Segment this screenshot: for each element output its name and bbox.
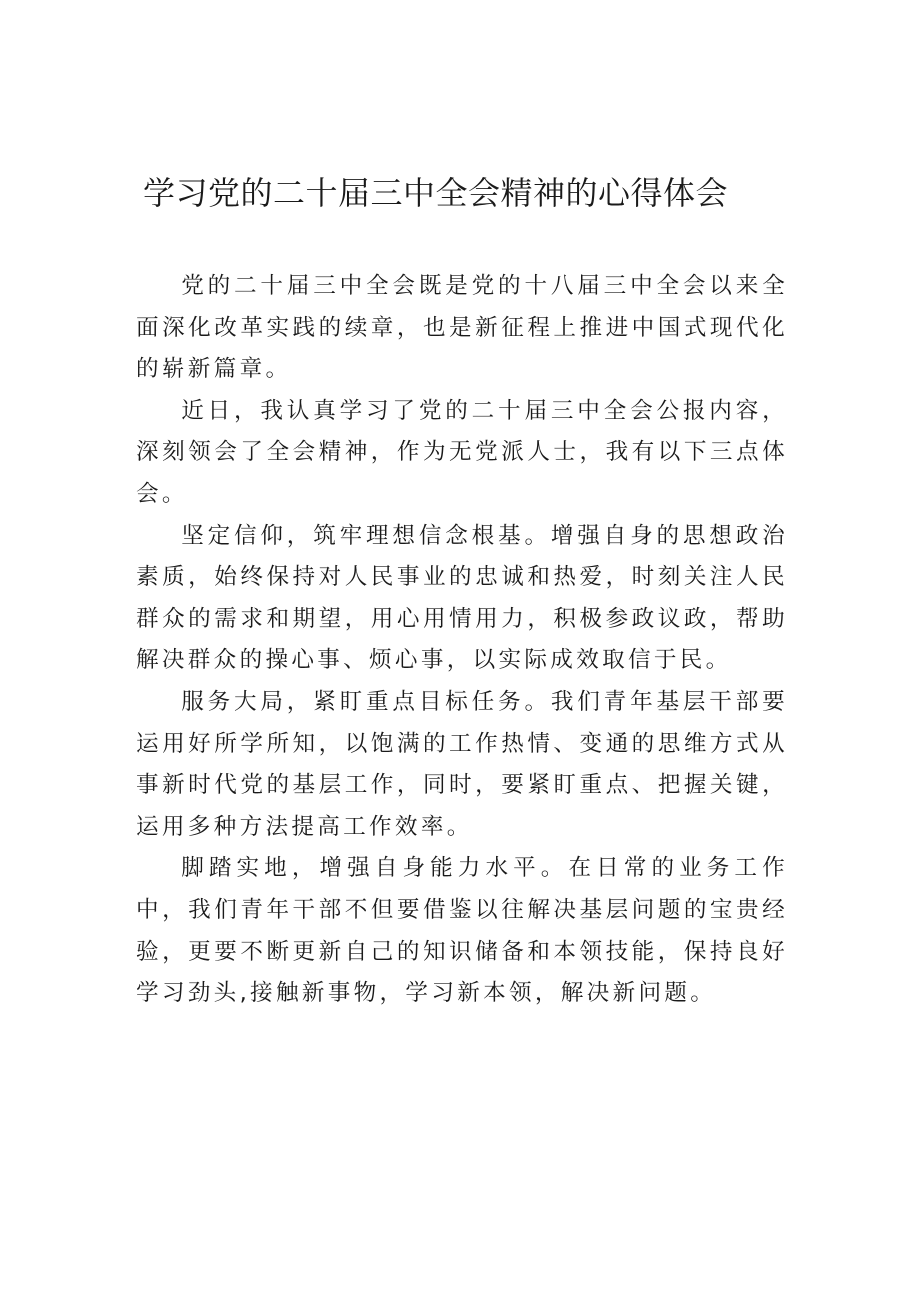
document-title: 学习党的二十届三中全会精神的心得体会 [143, 174, 729, 212]
paragraph-ability: 脚踏实地，增强自身能力水平。在日常的业务工作中，我们青年干部不但要借鉴以往解决基层问题的宝贵经验，更要不断更新自己的知识储备和本领技能，保持良好学习劲头,接触新事物，学习新本领，解决新问题。 [136, 855, 788, 1007]
paragraph-belief: 坚定信仰，筑牢理想信念根基。增强自身的思想政治素质，始终保持对人民事业的忠诚和热爱，时刻关注人民群众的需求和期望，用心用情用力，积极参政议政，帮助解决群众的操心事、烦心事，以实际成效取信于民。 [136, 522, 788, 674]
document-body [136, 266, 788, 1015]
paragraph-study: 近日，我认真学习了党的二十届三中全会公报内容，深刻领会了全会精神，作为无党派人士，我有以下三点体会。 [136, 397, 788, 507]
paragraph-service: 服务大局，紧盯重点目标任务。我们青年基层干部要运用好所学所知，以饱满的工作热情、变通的思维方式从事新时代党的基层工作，同时，要紧盯重点、把握关键，运用多种方法提高工作效率。 [136, 688, 788, 840]
paragraph-intro: 党的二十届三中全会既是党的十八届三中全会以来全面深化改革实践的续章，也是新征程上推进中国式现代化的崭新篇章。 [136, 273, 788, 383]
